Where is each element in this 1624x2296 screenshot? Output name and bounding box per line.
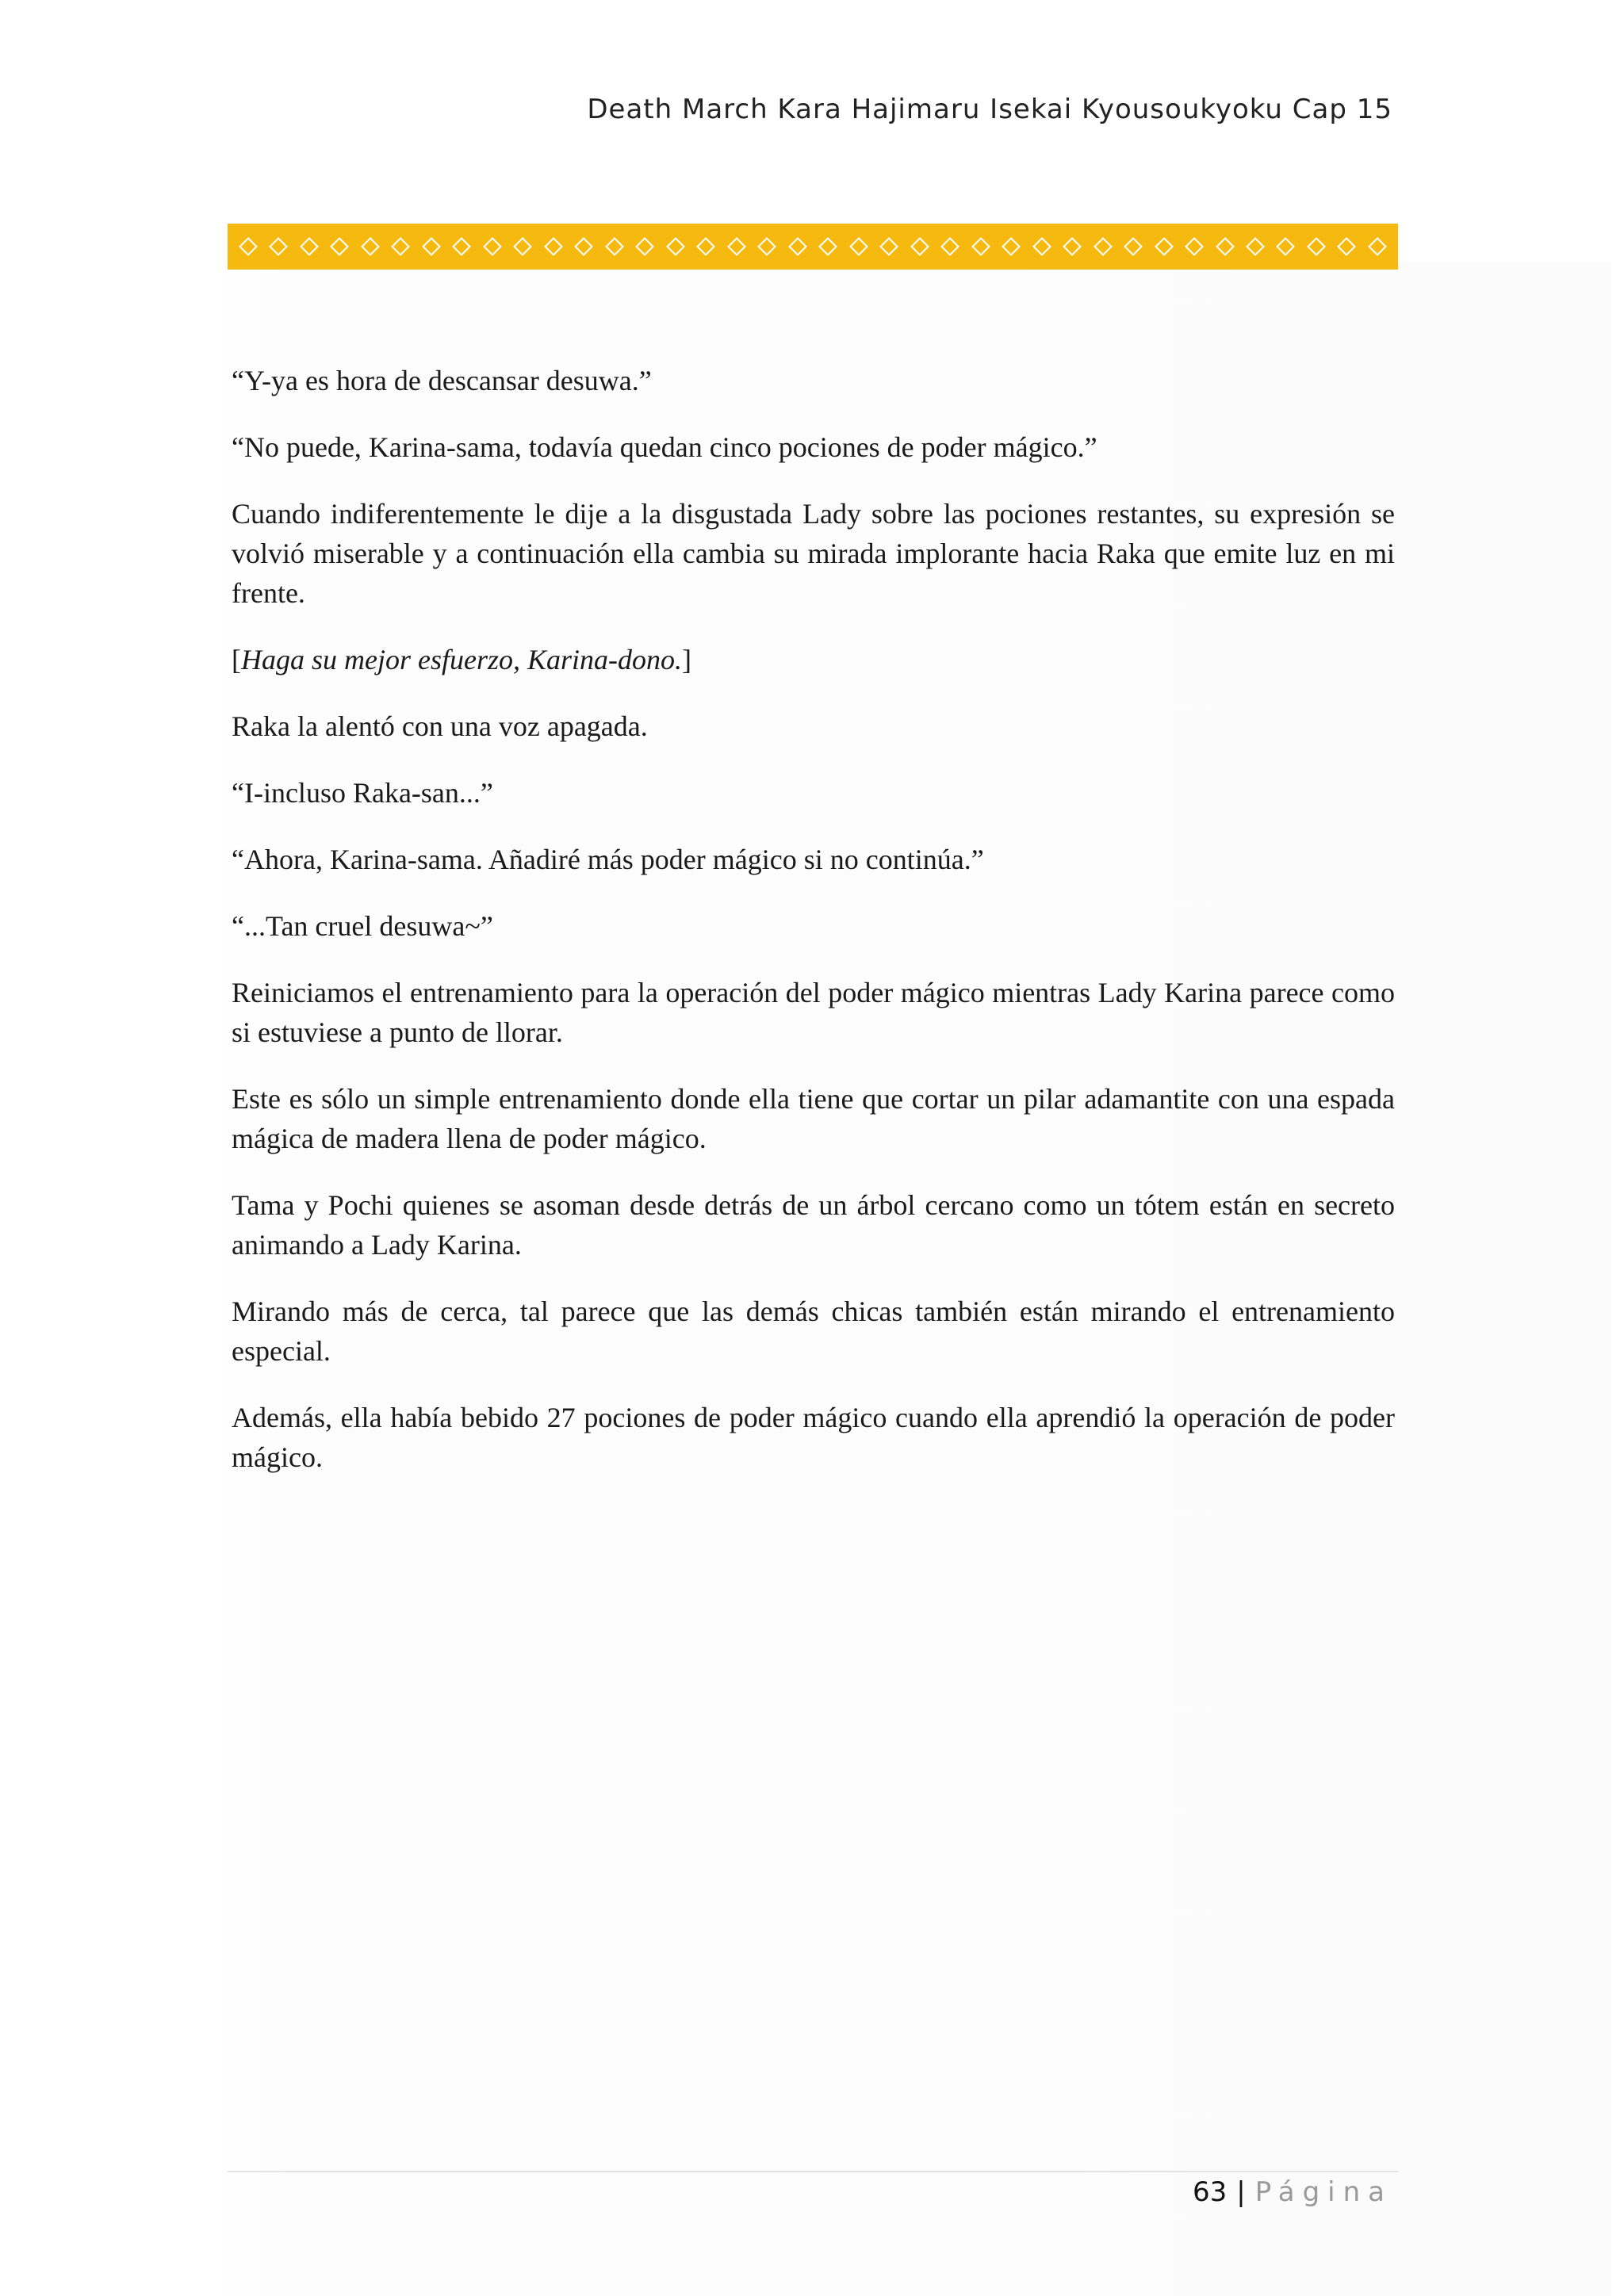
diamond-outline-icon [1307, 237, 1326, 256]
diamond-outline-icon [971, 237, 990, 256]
diamond-outline-icon [818, 237, 837, 256]
paragraph: “I-incluso Raka-san...” [232, 777, 493, 809]
diamond-outline-icon [849, 237, 868, 256]
diamond-outline-icon [1276, 237, 1295, 256]
bracket-open: [ [232, 644, 241, 675]
paragraph: Raka la alentó con una voz apagada. [232, 710, 648, 742]
diamond-outline-icon [239, 237, 258, 256]
diamond-outline-icon [605, 237, 624, 256]
diamond-outline-icon [391, 237, 410, 256]
paragraph: “Ahora, Karina-sama. Añadiré más poder mágico si no continúa.” [232, 844, 984, 875]
page-number: 63 [1193, 2176, 1228, 2208]
diamond-outline-icon [330, 237, 349, 256]
diamond-outline-icon [910, 237, 929, 256]
diamond-outline-icon [879, 237, 898, 256]
running-header: Death March Kara Hajimaru Isekai Kyousoukyoku Cap 15 [587, 94, 1392, 125]
bracket-close: ] [682, 644, 691, 675]
diamond-outline-icon [666, 237, 685, 256]
italic-text: Haga su mejor esfuerzo, Karina-dono. [241, 644, 682, 675]
diamond-outline-icon [513, 237, 532, 256]
paragraph: “No puede, Karina-sama, todavía quedan cinco pociones de poder mágico.” [232, 431, 1097, 463]
diamond-outline-icon [788, 237, 807, 256]
diamond-outline-icon [1185, 237, 1204, 256]
diamond-outline-icon [727, 237, 746, 256]
diamond-outline-icon [1002, 237, 1021, 256]
diamond-outline-icon [1337, 237, 1356, 256]
diamond-outline-icon [1246, 237, 1265, 256]
diamond-outline-icon [1124, 237, 1143, 256]
diamond-outline-icon [574, 237, 593, 256]
diamond-outline-icon [300, 237, 319, 256]
paragraph: Mirando más de cerca, tal parece que las demás chicas también están mirando el entrenamiento especial. [232, 1295, 1395, 1367]
paragraph: Tama y Pochi quienes se asoman desde detrás de un árbol cercano como un tótem están en secreto animando a Lady Karina. [232, 1189, 1395, 1261]
paragraph: “...Tan cruel desuwa~” [232, 910, 493, 942]
diamond-outline-icon [483, 237, 502, 256]
diamond-outline-icon [1368, 237, 1387, 256]
diamond-outline-icon [1063, 237, 1082, 256]
diamond-outline-icon [1155, 237, 1174, 256]
diamond-outline-icon [1216, 237, 1235, 256]
paragraph: Cuando indiferentemente le dije a la disgustada Lady sobre las pociones restantes, su expresión se volvió miserable y a continuación ella cambia su mirada implorante hacia Raka que emite luz en mi frente. [232, 498, 1395, 609]
paragraph-italic-quote [232, 640, 1395, 679]
decorative-banner [228, 224, 1398, 270]
paragraph: Este es sólo un simple entrenamiento donde ella tiene que cortar un pilar adamantite con una espada mágica de madera llena de poder mágico. [232, 1083, 1395, 1154]
diamond-outline-icon [1094, 237, 1113, 256]
diamond-outline-icon [696, 237, 715, 256]
diamond-outline-icon [757, 237, 776, 256]
diamond-outline-icon [1032, 237, 1051, 256]
diamond-outline-icon [452, 237, 471, 256]
diamond-outline-icon [635, 237, 654, 256]
diamond-outline-icon [361, 237, 380, 256]
diamond-outline-icon [544, 237, 563, 256]
paragraph: Reiniciamos el entrenamiento para la operación del poder mágico mientras Lady Karina parece como si estuviese a punto de llorar. [232, 977, 1395, 1048]
page-footer [1193, 2176, 1392, 2208]
diamond-outline-icon [422, 237, 441, 256]
diamond-outline-icon [269, 237, 288, 256]
paragraph: “Y-ya es hora de descansar desuwa.” [232, 365, 652, 396]
footer-separator: | [1236, 2176, 1246, 2208]
page-label: Página [1254, 2176, 1392, 2208]
chapter-body [232, 361, 1395, 1504]
footer-divider [228, 2171, 1398, 2172]
paragraph: Además, ella había bebido 27 pociones de poder mágico cuando ella aprendió la operación de poder mágico. [232, 1402, 1395, 1473]
diamond-outline-icon [940, 237, 959, 256]
